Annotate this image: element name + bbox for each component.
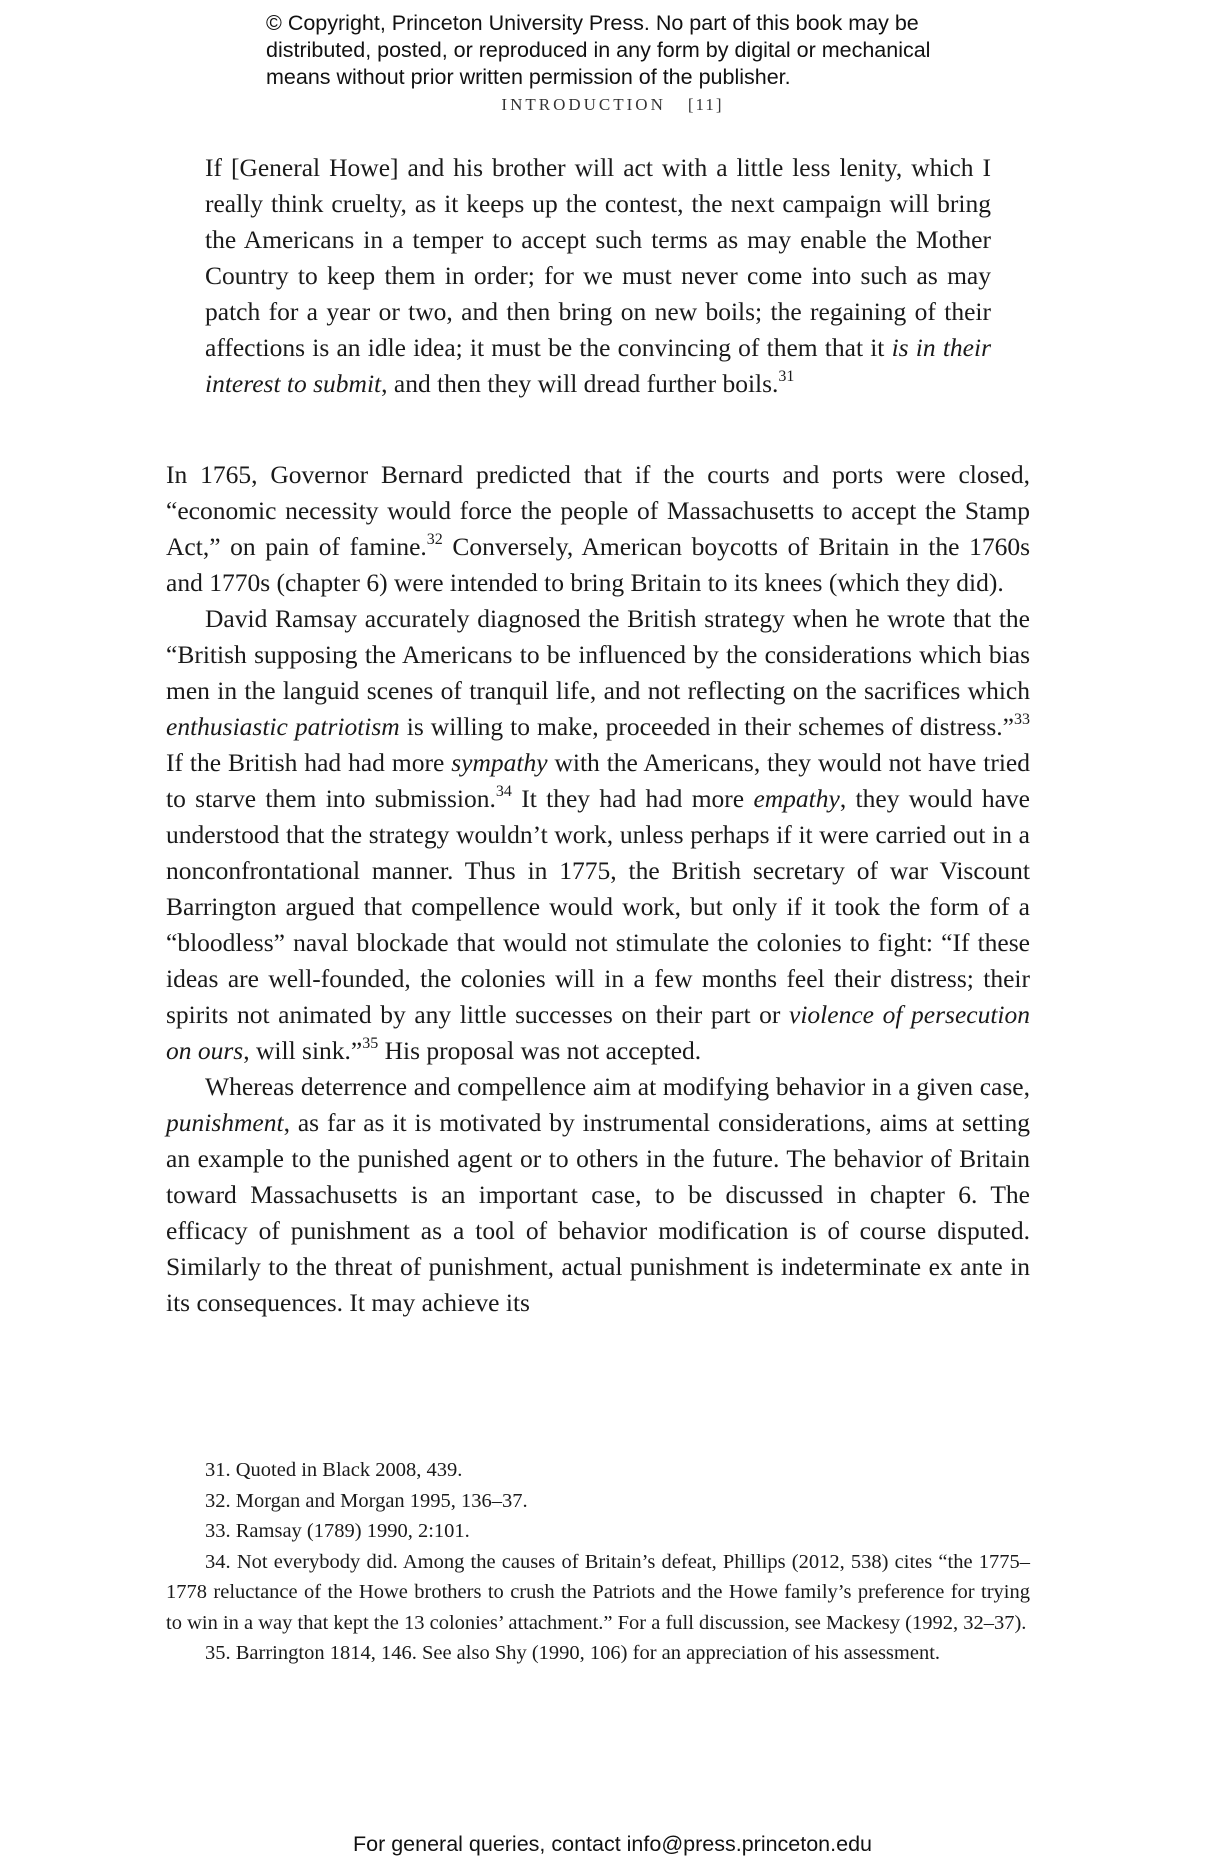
paragraph-text: with the Americans, they would not have tried to starve them into submission. bbox=[166, 748, 1030, 813]
running-head bbox=[0, 95, 1225, 115]
emphasis: violence of persecution on ours bbox=[166, 1000, 1031, 1065]
paragraph-text: , they would have understood that the strategy wouldn’t work, unless perhaps if it were carried out in a nonconfrontational manner. Thus in 1775, the British secretary of war Viscount Barrington argued that compellence would work, but only if it took the form of a “bloodless” naval blockade that would not stimulate the colonies to fight: “If these ideas are well-founded, the colonies will in a few months feel their distress; their spirits not animated by any little successes on their part or bbox=[166, 784, 1031, 1029]
emphasis: punishment bbox=[166, 1108, 284, 1137]
copyright-line: distributed, posted, or reproduced in any form by digital or mechanical bbox=[266, 38, 931, 62]
paragraph-text: Whereas deterrence and compellence aim at modifying behavior in a given case, bbox=[205, 1072, 1030, 1101]
footnote-34: 34. Not everybody did. Among the causes of Britain’s defeat, Phillips (2012, 538) cites “the 1775–1778 reluctance of the Howe brothers to crush the Patriots and the Howe family’s preference for trying to win in a way that kept the 13 colonies’ attachment.” For a full discussion, see Mackesy (1992, 32–37). bbox=[166, 1550, 1030, 1634]
paragraph bbox=[166, 601, 1030, 1069]
emphasis: empathy bbox=[753, 784, 840, 813]
paragraph-text: If the British had had more bbox=[166, 748, 452, 777]
footer-contact: For general queries, contact info@press.princeton.edu bbox=[352, 1832, 872, 1856]
copyright-line: means without prior written permission of the publisher. bbox=[266, 65, 791, 89]
page-number: [11] bbox=[687, 95, 724, 114]
footnotes bbox=[166, 1455, 1030, 1669]
footnote-32: 32. Morgan and Morgan 1995, 136–37. bbox=[205, 1489, 528, 1512]
paragraph-text: , as far as it is motivated by instrumental considerations, aims at setting an example to the punished agent or to others in the future. The behavior of Britain toward Massachusetts is an important case, to be discussed in chapter 6. The efficacy of punishment as a tool of behavior modification is of course disputed. Similarly to the threat of punishment, actual punishment is indeterminate ex ante in its consequences. It may achieve its bbox=[166, 1108, 1030, 1317]
footnote-ref[interactable]: 34 bbox=[495, 782, 512, 800]
footnote-33: 33. Ramsay (1789) 1990, 2:101. bbox=[205, 1520, 470, 1542]
quote-text: If [General Howe] and his brother will act with a little less lenity, which I really think cruelty, as it keeps up the contest, the next campaign will bring the Americans in a temper to accept such terms as may enable the Mother Country to keep them in order; for we must never come into such as may patch for a year or two, and then bring on new boils; the regaining of their affections is an idle idea; it must be the convincing of them that it bbox=[205, 153, 991, 362]
footnote-ref[interactable]: 35 bbox=[362, 1034, 379, 1052]
footnote-ref[interactable]: 33 bbox=[1014, 710, 1030, 728]
paragraph-text: David Ramsay accurately diagnosed the British strategy when he wrote that the “British supposing the Americans to be influenced by the considerations which bias men in the languid scenes of tranquil life, and not reflecting on the sacrifices which bbox=[166, 604, 1030, 705]
running-title: INTRODUCTION bbox=[501, 95, 666, 114]
footnote-35: 35. Barrington 1814, 146. See also Shy (1990, 106) for an appreciation of his assessment. bbox=[205, 1642, 941, 1664]
paragraph-text: It they had had more bbox=[511, 784, 754, 813]
footnote-ref[interactable]: 32 bbox=[426, 530, 443, 548]
copyright-notice bbox=[266, 10, 1026, 91]
paragraph-text: is willing to make, proceeded in their schemes of distress.” bbox=[399, 712, 1014, 741]
paragraph-text: In 1765, Governor Bernard predicted that if the courts and ports were closed, “economic necessity would force the people of Massachusetts to accept the Stamp Act,” on pain of famine. bbox=[166, 460, 1030, 561]
quote-text: , and then they will dread further boils. bbox=[381, 369, 779, 398]
emphasis: enthusiastic patriotism bbox=[166, 712, 400, 741]
block-quote bbox=[205, 150, 991, 402]
footnote-31: 31. Quoted in Black 2008, 439. bbox=[205, 1459, 463, 1481]
main-text bbox=[166, 457, 1030, 1321]
quote-emphasis: is in their interest to submit bbox=[205, 333, 991, 398]
footnote-ref[interactable]: 31 bbox=[778, 367, 795, 385]
paragraph-text: His proposal was not accepted. bbox=[378, 1036, 702, 1065]
emphasis: sympathy bbox=[451, 748, 548, 777]
paragraph bbox=[166, 457, 1030, 601]
paragraph bbox=[166, 1069, 1030, 1321]
paragraph-text: , will sink.” bbox=[243, 1036, 363, 1065]
copyright-line: © Copyright, Princeton University Press. No part of this book may be bbox=[266, 11, 919, 35]
paragraph-text: Conversely, American boycotts of Britain in the 1760s and 1770s (chapter 6) were intended to bring Britain to its knees (which they did). bbox=[166, 532, 1031, 597]
